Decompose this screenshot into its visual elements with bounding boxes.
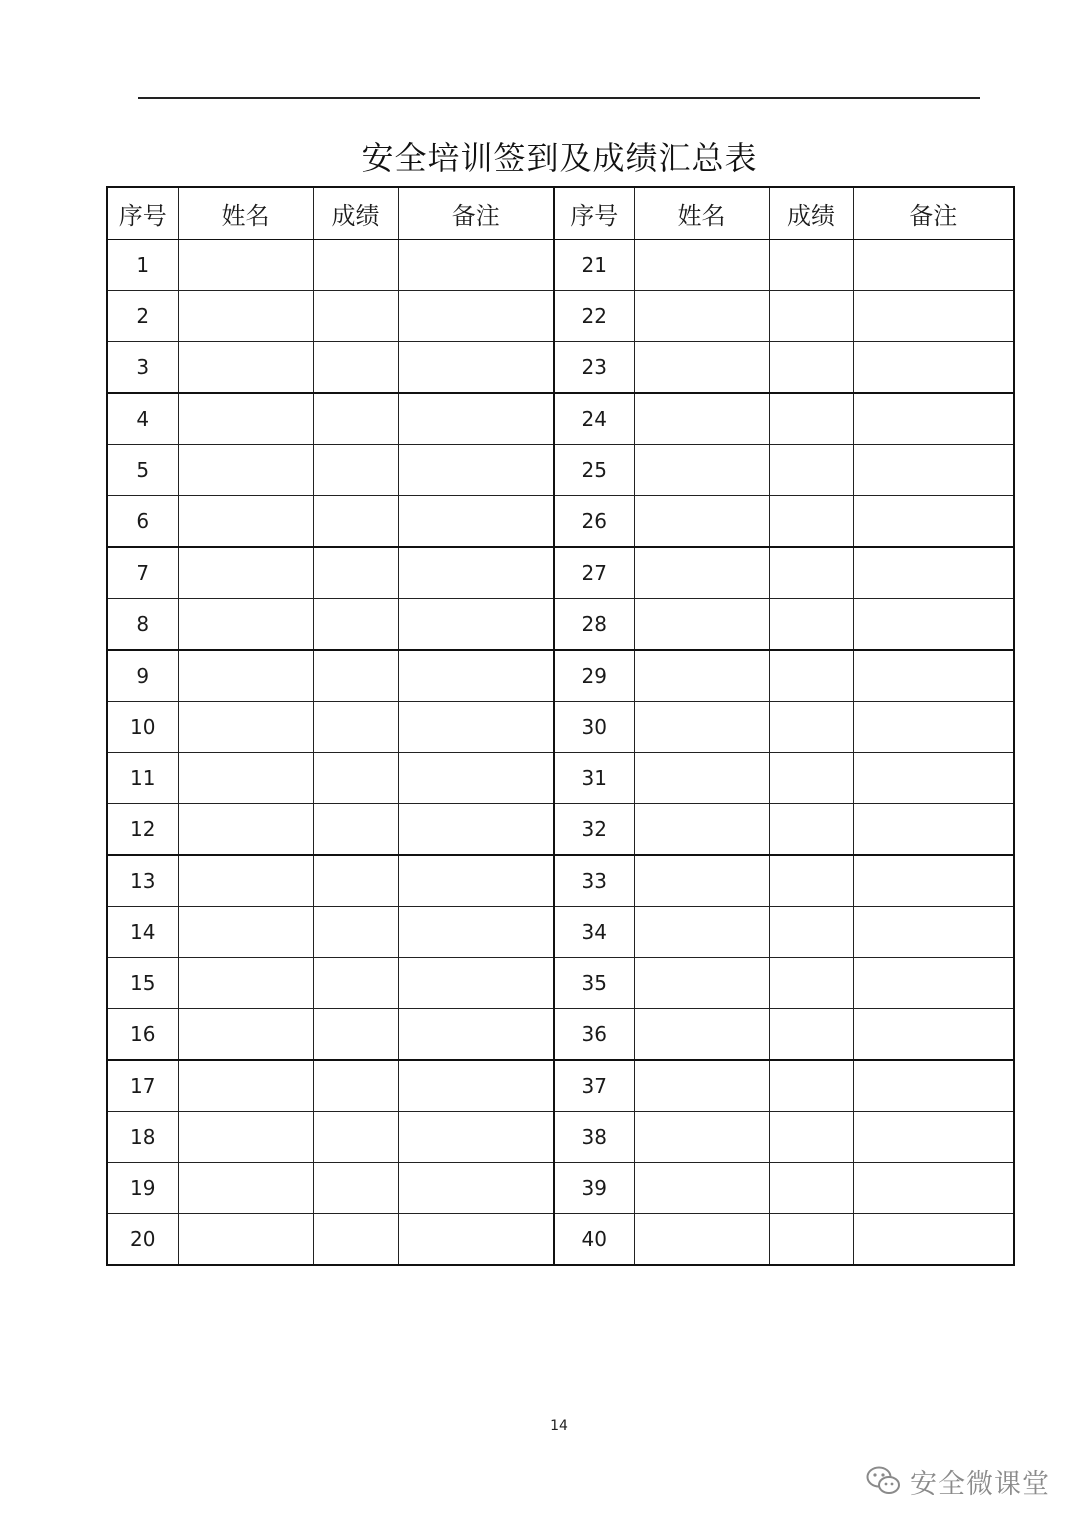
cell-serial: 8 bbox=[107, 599, 178, 651]
table-row bbox=[107, 650, 1014, 702]
cell-remarks bbox=[853, 547, 1014, 599]
cell-score bbox=[313, 1112, 398, 1163]
cell-name bbox=[178, 650, 313, 702]
cell-score bbox=[313, 1163, 398, 1214]
cell-name bbox=[178, 1060, 313, 1112]
cell-score bbox=[769, 240, 853, 291]
cell-score bbox=[313, 1009, 398, 1061]
cell-name bbox=[634, 1009, 769, 1061]
cell-remarks bbox=[398, 958, 554, 1009]
cell-score bbox=[769, 496, 853, 548]
cell-score bbox=[313, 702, 398, 753]
cell-name bbox=[634, 1060, 769, 1112]
table-row bbox=[107, 907, 1014, 958]
cell-serial: 23 bbox=[554, 342, 634, 394]
cell-score bbox=[769, 1009, 853, 1061]
cell-remarks bbox=[853, 702, 1014, 753]
cell-serial: 4 bbox=[107, 393, 178, 445]
cell-remarks bbox=[398, 240, 554, 291]
cell-score bbox=[769, 1163, 853, 1214]
table-row bbox=[107, 1163, 1014, 1214]
cell-score bbox=[313, 547, 398, 599]
cell-serial: 2 bbox=[107, 291, 178, 342]
cell-name bbox=[634, 445, 769, 496]
header-rule bbox=[138, 97, 980, 99]
cell-name bbox=[178, 1112, 313, 1163]
cell-remarks bbox=[398, 599, 554, 651]
cell-remarks bbox=[853, 753, 1014, 804]
cell-remarks bbox=[853, 240, 1014, 291]
cell-name bbox=[178, 342, 313, 394]
cell-remarks bbox=[853, 445, 1014, 496]
cell-score bbox=[313, 753, 398, 804]
table-header-row bbox=[107, 187, 1014, 240]
header-name: 姓名 bbox=[178, 187, 313, 240]
table-row bbox=[107, 1214, 1014, 1266]
cell-name bbox=[634, 496, 769, 548]
cell-serial: 36 bbox=[554, 1009, 634, 1061]
wechat-icon bbox=[866, 1466, 902, 1496]
cell-remarks bbox=[853, 496, 1014, 548]
cell-remarks bbox=[398, 342, 554, 394]
header-name: 姓名 bbox=[634, 187, 769, 240]
cell-score bbox=[769, 1214, 853, 1266]
cell-score bbox=[313, 855, 398, 907]
cell-score bbox=[769, 1112, 853, 1163]
cell-name bbox=[178, 702, 313, 753]
cell-name bbox=[178, 599, 313, 651]
cell-serial: 7 bbox=[107, 547, 178, 599]
cell-serial: 35 bbox=[554, 958, 634, 1009]
cell-serial: 28 bbox=[554, 599, 634, 651]
cell-remarks bbox=[853, 650, 1014, 702]
cell-name bbox=[634, 342, 769, 394]
cell-serial: 34 bbox=[554, 907, 634, 958]
cell-name bbox=[634, 702, 769, 753]
cell-score bbox=[769, 804, 853, 856]
cell-name bbox=[634, 291, 769, 342]
table-row bbox=[107, 702, 1014, 753]
cell-serial: 24 bbox=[554, 393, 634, 445]
cell-score bbox=[769, 958, 853, 1009]
cell-remarks bbox=[398, 855, 554, 907]
cell-serial: 22 bbox=[554, 291, 634, 342]
cell-name bbox=[178, 291, 313, 342]
header-score: 成绩 bbox=[313, 187, 398, 240]
cell-remarks bbox=[853, 393, 1014, 445]
cell-name bbox=[634, 1214, 769, 1266]
table-row bbox=[107, 753, 1014, 804]
cell-name bbox=[634, 547, 769, 599]
cell-score bbox=[313, 1214, 398, 1266]
cell-serial: 38 bbox=[554, 1112, 634, 1163]
cell-serial: 9 bbox=[107, 650, 178, 702]
cell-remarks bbox=[853, 1163, 1014, 1214]
cell-remarks bbox=[398, 753, 554, 804]
signin-score-table bbox=[106, 186, 1015, 1266]
cell-score bbox=[313, 240, 398, 291]
cell-name bbox=[634, 650, 769, 702]
cell-name bbox=[634, 1112, 769, 1163]
cell-score bbox=[313, 907, 398, 958]
table-row bbox=[107, 240, 1014, 291]
cell-remarks bbox=[853, 342, 1014, 394]
cell-score bbox=[769, 702, 853, 753]
cell-score bbox=[313, 342, 398, 394]
cell-score bbox=[769, 907, 853, 958]
cell-remarks bbox=[853, 1214, 1014, 1266]
cell-serial: 27 bbox=[554, 547, 634, 599]
cell-remarks bbox=[853, 599, 1014, 651]
cell-name bbox=[178, 958, 313, 1009]
cell-remarks bbox=[853, 291, 1014, 342]
cell-name bbox=[178, 393, 313, 445]
cell-name bbox=[634, 907, 769, 958]
cell-serial: 25 bbox=[554, 445, 634, 496]
cell-remarks bbox=[853, 1009, 1014, 1061]
cell-serial: 11 bbox=[107, 753, 178, 804]
cell-score bbox=[313, 291, 398, 342]
cell-serial: 31 bbox=[554, 753, 634, 804]
cell-name bbox=[178, 1009, 313, 1061]
cell-serial: 12 bbox=[107, 804, 178, 856]
cell-score bbox=[769, 342, 853, 394]
cell-name bbox=[178, 547, 313, 599]
cell-remarks bbox=[398, 445, 554, 496]
cell-remarks bbox=[853, 1112, 1014, 1163]
cell-score bbox=[769, 445, 853, 496]
watermark bbox=[866, 1459, 1050, 1503]
page-number: 14 bbox=[550, 1418, 568, 1434]
cell-name bbox=[634, 393, 769, 445]
header-serial: 序号 bbox=[554, 187, 634, 240]
cell-serial: 5 bbox=[107, 445, 178, 496]
cell-serial: 13 bbox=[107, 855, 178, 907]
cell-score bbox=[769, 753, 853, 804]
cell-remarks bbox=[853, 958, 1014, 1009]
cell-remarks bbox=[398, 907, 554, 958]
cell-serial: 18 bbox=[107, 1112, 178, 1163]
cell-score bbox=[313, 650, 398, 702]
cell-score bbox=[769, 1060, 853, 1112]
cell-score bbox=[313, 804, 398, 856]
cell-serial: 37 bbox=[554, 1060, 634, 1112]
cell-serial: 32 bbox=[554, 804, 634, 856]
cell-serial: 29 bbox=[554, 650, 634, 702]
cell-score bbox=[313, 1060, 398, 1112]
cell-score bbox=[769, 547, 853, 599]
cell-serial: 26 bbox=[554, 496, 634, 548]
cell-remarks bbox=[398, 291, 554, 342]
table-row bbox=[107, 855, 1014, 907]
cell-name bbox=[634, 855, 769, 907]
cell-score bbox=[769, 393, 853, 445]
document-title: 安全培训签到及成绩汇总表 bbox=[361, 139, 758, 177]
cell-serial: 33 bbox=[554, 855, 634, 907]
cell-serial: 10 bbox=[107, 702, 178, 753]
table-row bbox=[107, 291, 1014, 342]
cell-name bbox=[178, 240, 313, 291]
cell-score bbox=[769, 599, 853, 651]
cell-remarks bbox=[398, 650, 554, 702]
table-body bbox=[107, 240, 1014, 1266]
cell-serial: 16 bbox=[107, 1009, 178, 1061]
cell-name bbox=[178, 1163, 313, 1214]
cell-score bbox=[769, 650, 853, 702]
cell-remarks bbox=[853, 1060, 1014, 1112]
watermark-text: 安全微课堂 bbox=[910, 1468, 1050, 1500]
cell-serial: 6 bbox=[107, 496, 178, 548]
cell-serial: 40 bbox=[554, 1214, 634, 1266]
cell-remarks bbox=[853, 804, 1014, 856]
table-row bbox=[107, 599, 1014, 651]
cell-remarks bbox=[398, 393, 554, 445]
cell-name bbox=[178, 753, 313, 804]
header-remarks: 备注 bbox=[398, 187, 554, 240]
cell-score bbox=[313, 958, 398, 1009]
header-serial: 序号 bbox=[107, 187, 178, 240]
cell-remarks bbox=[398, 804, 554, 856]
cell-serial: 15 bbox=[107, 958, 178, 1009]
table-row bbox=[107, 547, 1014, 599]
cell-name bbox=[178, 855, 313, 907]
cell-remarks bbox=[853, 907, 1014, 958]
cell-remarks bbox=[398, 1214, 554, 1266]
cell-name bbox=[634, 804, 769, 856]
cell-name bbox=[178, 1214, 313, 1266]
cell-name bbox=[634, 599, 769, 651]
table-row bbox=[107, 958, 1014, 1009]
cell-remarks bbox=[398, 496, 554, 548]
table-row bbox=[107, 393, 1014, 445]
cell-score bbox=[769, 291, 853, 342]
cell-score bbox=[313, 393, 398, 445]
cell-serial: 19 bbox=[107, 1163, 178, 1214]
cell-name bbox=[178, 907, 313, 958]
table-row bbox=[107, 496, 1014, 548]
cell-score bbox=[313, 599, 398, 651]
table-row bbox=[107, 445, 1014, 496]
cell-remarks bbox=[398, 547, 554, 599]
cell-score bbox=[313, 445, 398, 496]
cell-serial: 30 bbox=[554, 702, 634, 753]
cell-remarks bbox=[398, 1163, 554, 1214]
cell-name bbox=[178, 804, 313, 856]
cell-remarks bbox=[853, 855, 1014, 907]
cell-remarks bbox=[398, 1112, 554, 1163]
table-row bbox=[107, 1060, 1014, 1112]
cell-remarks bbox=[398, 702, 554, 753]
cell-name bbox=[634, 240, 769, 291]
header-remarks: 备注 bbox=[853, 187, 1014, 240]
cell-score bbox=[313, 496, 398, 548]
cell-name bbox=[634, 753, 769, 804]
table-row bbox=[107, 1112, 1014, 1163]
cell-remarks bbox=[398, 1009, 554, 1061]
cell-serial: 14 bbox=[107, 907, 178, 958]
table-row bbox=[107, 804, 1014, 856]
cell-name bbox=[178, 496, 313, 548]
cell-score bbox=[769, 855, 853, 907]
cell-serial: 39 bbox=[554, 1163, 634, 1214]
cell-serial: 17 bbox=[107, 1060, 178, 1112]
cell-remarks bbox=[398, 1060, 554, 1112]
cell-serial: 20 bbox=[107, 1214, 178, 1266]
cell-serial: 1 bbox=[107, 240, 178, 291]
cell-name bbox=[634, 958, 769, 1009]
header-score: 成绩 bbox=[769, 187, 853, 240]
cell-serial: 21 bbox=[554, 240, 634, 291]
cell-serial: 3 bbox=[107, 342, 178, 394]
cell-name bbox=[634, 1163, 769, 1214]
cell-name bbox=[178, 445, 313, 496]
table-row bbox=[107, 342, 1014, 394]
table-row bbox=[107, 1009, 1014, 1061]
